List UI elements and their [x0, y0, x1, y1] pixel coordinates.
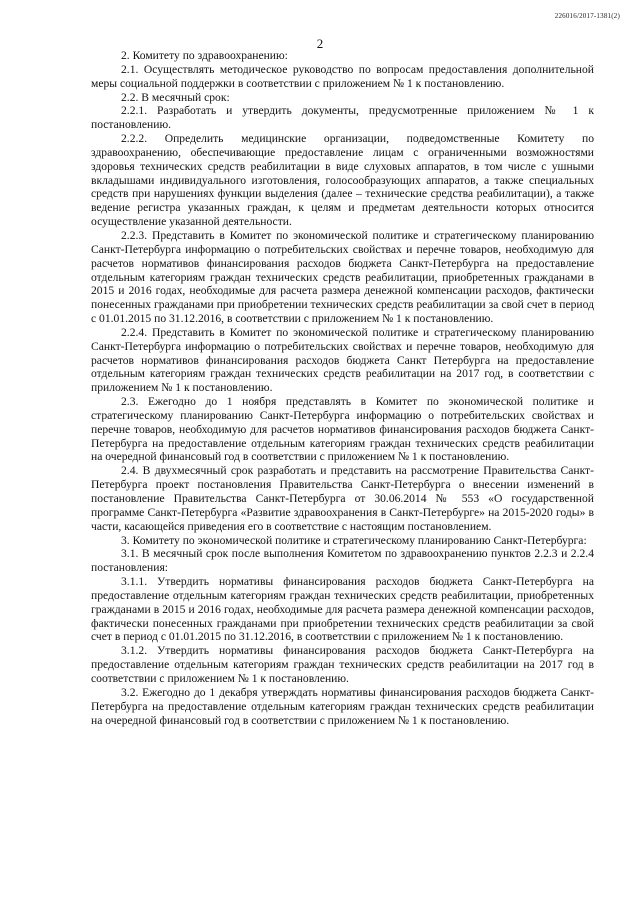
- paragraph-2-2-1: 2.2.1. Разработать и утвердить документы, предусмотренные приложением № 1 к постановлению.: [91, 104, 594, 132]
- paragraph-3-2: 3.2. Ежегодно до 1 декабря утверждать нормативы финансирования расходов бюджета Санкт-Петербурга на предоставление отдельным категориям граждан технических средств реабилитации на очередной финансовый год в соответствии с приложением № 1 к постановлению.: [91, 685, 594, 727]
- paragraph-3: 3. Комитету по экономической политике и стратегическому планированию Санкт-Петербурга:: [121, 533, 587, 547]
- paragraph-2: 2. Комитету по здравоохранению:: [121, 49, 288, 62]
- paragraph-2-3: 2.3. Ежегодно до 1 ноября представлять в Комитет по экономической политике и стратегическому планированию Санкт-Петербурга информацию о потребительских свойствах и перечне товаров, необходимую для расчетов нормативов финансирования расходов бюджета Санкт-Петербурга на предоставление отдельным категориям граждан технических средств реабилитации на очередной финансовый год в соответствии с приложением № 1 к постановлению.: [91, 395, 594, 464]
- paragraph-2-2-4: 2.2.4. Представить в Комитет по экономической политике и стратегическому планированию Санкт-Петербурга информацию о потребительских свойствах и перечне товаров, необходимую для расчетов нормативов финансирования расходов бюджета Санкт Петербурга на предоставление отдельным категориям граждан технических средств реабилитации на 2017 год, в соответствии с приложением № 1 к постановлению.: [91, 325, 594, 395]
- paragraph-2-2: 2.2. В месячный срок:: [121, 90, 230, 104]
- document-body: [91, 49, 594, 727]
- paragraph-3-1-2: 3.1.2. Утвердить нормативы финансирования расходов бюджета Санкт-Петербурга на предоставление отдельным категориям граждан технических средств реабилитации на 2017 год в соответствии с приложением № 1 к постановлению.: [91, 644, 594, 685]
- document-id: 226016/2017-1381(2): [554, 12, 620, 20]
- page-number: 2: [316, 36, 324, 51]
- paragraph-3-1-1: 3.1.1. Утвердить нормативы финансирования расходов бюджета Санкт-Петербурга на предоставление отдельным категориям граждан технических средств реабилитации, приобретенных гражданами в 2015 и 2016 годах, необходимые для расчета размера денежной компенсации расходов, фактически понесенных гражданами при приобретении технических средств реабилитации за свой счет в период с 01.01.2015 по 31.12.2016, в соответствии с приложением № 1 к постановлению.: [91, 575, 594, 644]
- paragraph-2-4: 2.4. В двухмесячный срок разработать и представить на рассмотрение Правительства Санкт-Петербурга проект постановления Правительства Санкт-Петербурга о внесении изменений в постановление Правительства Санкт-Петербурга от 30.06.2014 № 553 «О государственной программе Санкт-Петербурга «Развитие здравоохранения в Санкт-Петербурге» на 2015-2020 годы» в части, касающейся приведения его в соответствие с настоящим постановлением.: [91, 464, 594, 533]
- paragraph-2-1: 2.1. Осуществлять методическое руководство по вопросам предоставления дополнительной меры социальной поддержки в соответствии с приложением № 1 к постановлению.: [91, 62, 594, 90]
- paragraph-2-2-3: 2.2.3. Представить в Комитет по экономической политике и стратегическому планированию Санкт-Петербурга информацию о потребительских свойствах и перечне товаров, необходимую для расчетов нормативов финансирования расходов бюджета Санкт-Петербурга на предоставление отдельным категориям граждан технических средств реабилитации, приобретенных гражданами в 2015 и 2016 годах, необходимые для расчета размера денежной компенсации расходов, фактически понесенных гражданами при приобретении технических средств реабилитации за свой счет в период с 01.01.2015 по 31.12.2016, в соответствии с приложением № 1 к постановлению.: [91, 228, 594, 326]
- paragraph-2-2-2: 2.2.2. Определить медицинские организации, подведомственные Комитету по здравоохранению, обеспечивающие предоставление лицам с ограниченными возможностями здоровья технических средств реабилитации в виде слуховых аппаратов, в том числе с ушными вкладышами индивидуального изготовления, голосообразующих аппаратов, а также специальных средств при нарушениях функции выделения (далее – технические средства реабилитации), а также ведение регистра указанных граждан, к целям и предметам деятельности которых относится осуществление указанной деятельности.: [91, 132, 594, 229]
- paragraph-3-1: 3.1. В месячный срок после выполнения Комитетом по здравоохранению пунктов 2.2.3 и 2.2.4 постановления:: [91, 547, 594, 575]
